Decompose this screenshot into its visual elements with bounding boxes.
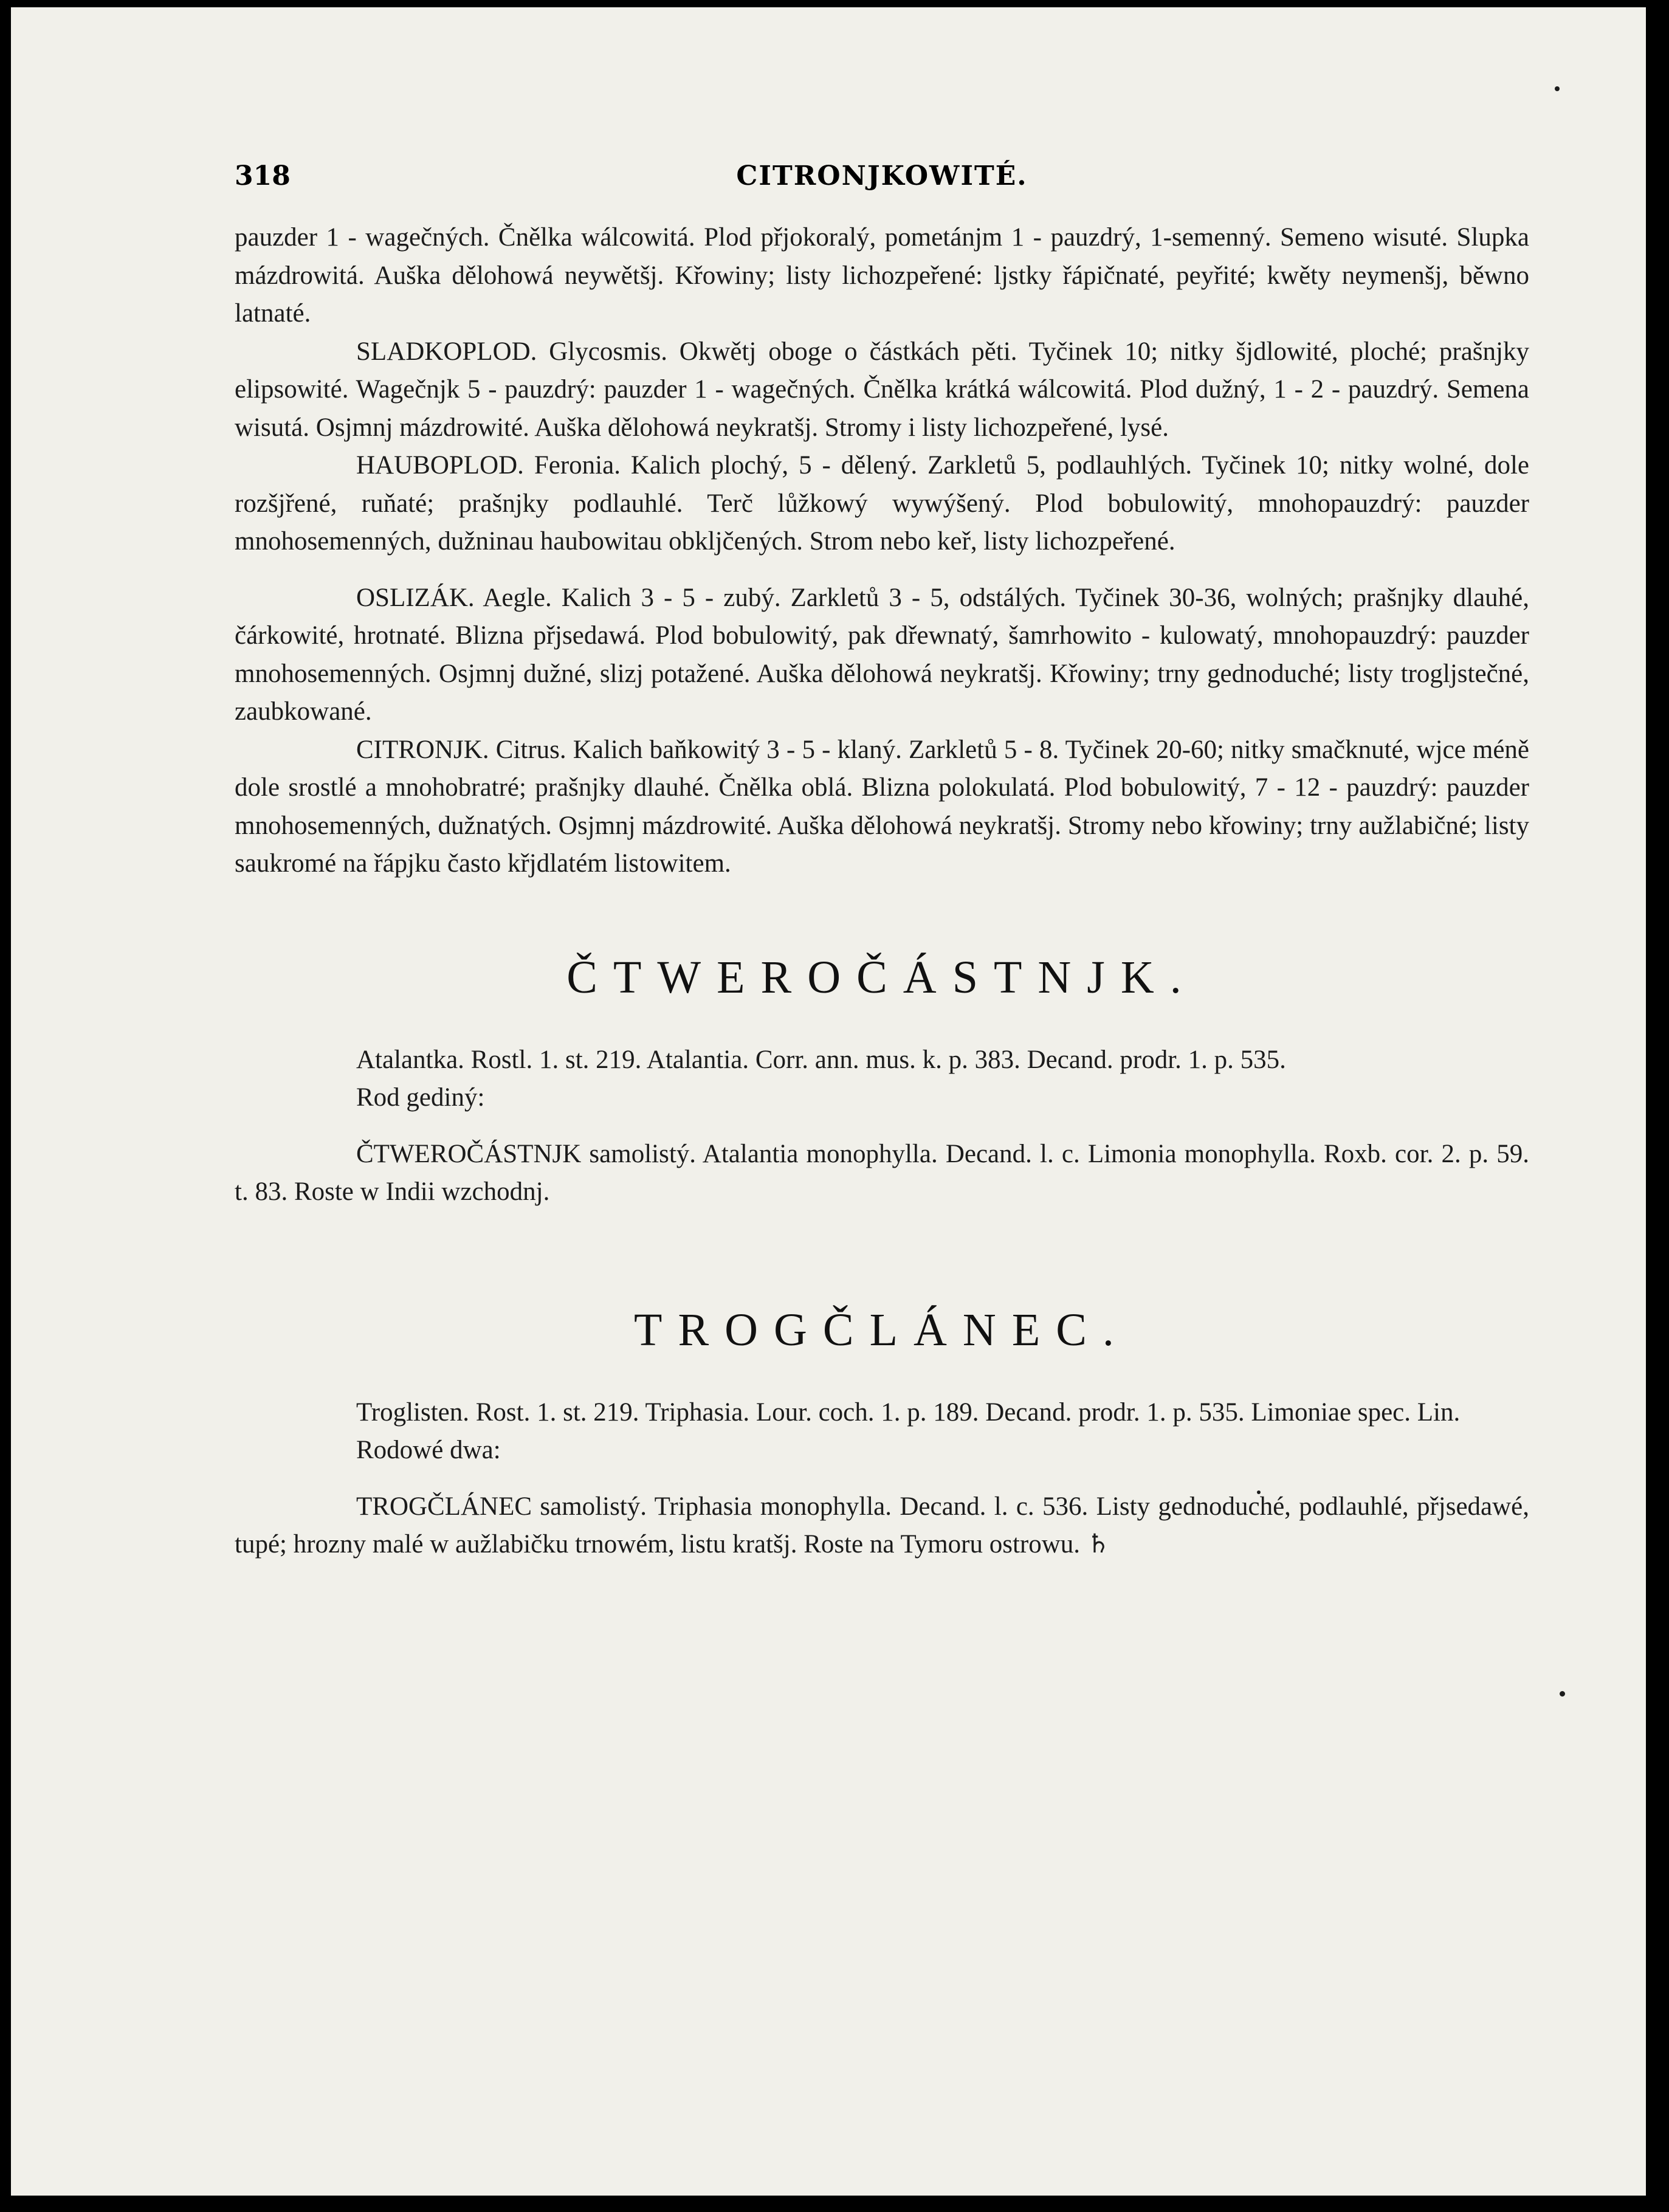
- paragraph: HAUBOPLOD. Feronia. Kalich plochý, 5 - dělený. Zarkletů 5, podlauhlých. Tyčinek 10; nitky wolné, dole rozšjřené, ruňaté; prašnjky podlauhlé. Terč lůžkowý wywýšený. Plod bobulowitý, mnohopauzdrý: pauzder mnohosemenných, dužninau haubowitau obkljčených. Strom nebo keř, listy lichozpeřené.: [235, 451, 1529, 556]
- section-title: ČTWEROČÁSTNJK.: [566, 951, 1197, 1003]
- genus-line: Rodowé dwa:: [356, 1436, 501, 1464]
- species-entry: ČTWEROČÁSTNJK samolistý. Atalantia monophylla. Decand. l. c. Limonia monophylla. Roxb. cor. 2. p. 59. t. 83. Roste w Indii wzchodnj.: [235, 1139, 1529, 1206]
- paragraph: pauzder 1 - wagečných. Čnělka wálcowitá. Plod přjokoralý, pometánjm 1 - pauzdrý, 1-semenný. Semeno wisuté. Slupka mázdrowitá. Auška dělohowá neywětšj. Křowiny; listy lichozpeřené: ljstky řápičnaté, peyřité; kwěty neymenšj, běwno latnaté.: [235, 223, 1529, 328]
- synonyms: Atalantka. Rostl. 1. st. 219. Atalantia. Corr. ann. mus. k. p. 383. Decand. prodr. 1. p. 535.: [356, 1045, 1286, 1074]
- synonyms: Troglisten. Rost. 1. st. 219. Triphasia. Lour. coch. 1. p. 189. Decand. prodr. 1. p. 535. Limoniae spec. Lin.: [356, 1397, 1461, 1427]
- species-entry: TROGČLÁNEC samolistý. Triphasia monophylla. Decand. l. c. 536. Listy gednoduché, podlauhlé, přjsedawé, tupé; hrozny malé w aužlabičku trnowém, listu kratšj. Roste na Tymoru ostrowu. ♄: [235, 1492, 1529, 1559]
- genus-line: Rod gediný:: [356, 1083, 485, 1112]
- ink-speck: [1560, 1691, 1565, 1697]
- page-header: [235, 160, 1529, 203]
- paragraph: SLADKOPLOD. Glycosmis. Okwětj oboge o částkách pěti. Tyčinek 10; nitky šjdlowité, ploché; prašnjky elipsowité. Wagečnjk 5 - pauzdrý: pauzder 1 - wagečných. Čnělka krátká wálcowitá. Plod dužný, 1 - 2 - pauzdrý. Semena wisutá. Osjmnj mázdrowité. Auška dělohowá neykratšj. Stromy i listy lichozpeřené, lysé.: [235, 337, 1529, 442]
- running-title: CITRONJKOWITÉ.: [736, 160, 1028, 191]
- page-number: 318: [235, 160, 291, 191]
- ink-speck: [1555, 86, 1560, 91]
- paragraph: CITRONJK. Citrus. Kalich baňkowitý 3 - 5 - klaný. Zarkletů 5 - 8. Tyčinek 20-60; nitky smačknuté, wjce méně dole srostlé a mnohobratré; prašnjky dlauhé. Čnělka oblá. Blizna polokulatá. Plod bobulowitý, 7 - 12 - pauzdrý: pauzder mnohosemenných, dužnatých. Osjmnj mázdrowité. Auška dělohowá neykratšj. Stromy nebo křowiny; trny aužlabičné; listy saukromé na řápjku často křjdlatém listowitem.: [235, 735, 1529, 878]
- section-title: TROGČLÁNEC.: [634, 1304, 1130, 1356]
- book-page: [11, 7, 1646, 2196]
- paragraph: OSLIZÁK. Aegle. Kalich 3 - 5 - zubý. Zarkletů 3 - 5, odstálých. Tyčinek 30-36, wolných; prašnjky dlauhé, čárkowité, hrotnaté. Blizna přjsedawá. Plod bobulowitý, pak dřewnatý, šamrhowito - kulowatý, mnohopauzdrý: pauzder mnohosemenných. Osjmnj dužné, slizj potažené. Auška dělohowá neykratšj. Křowiny; trny gednoduché; listy trogljstečné, zaubkowané.: [235, 583, 1529, 726]
